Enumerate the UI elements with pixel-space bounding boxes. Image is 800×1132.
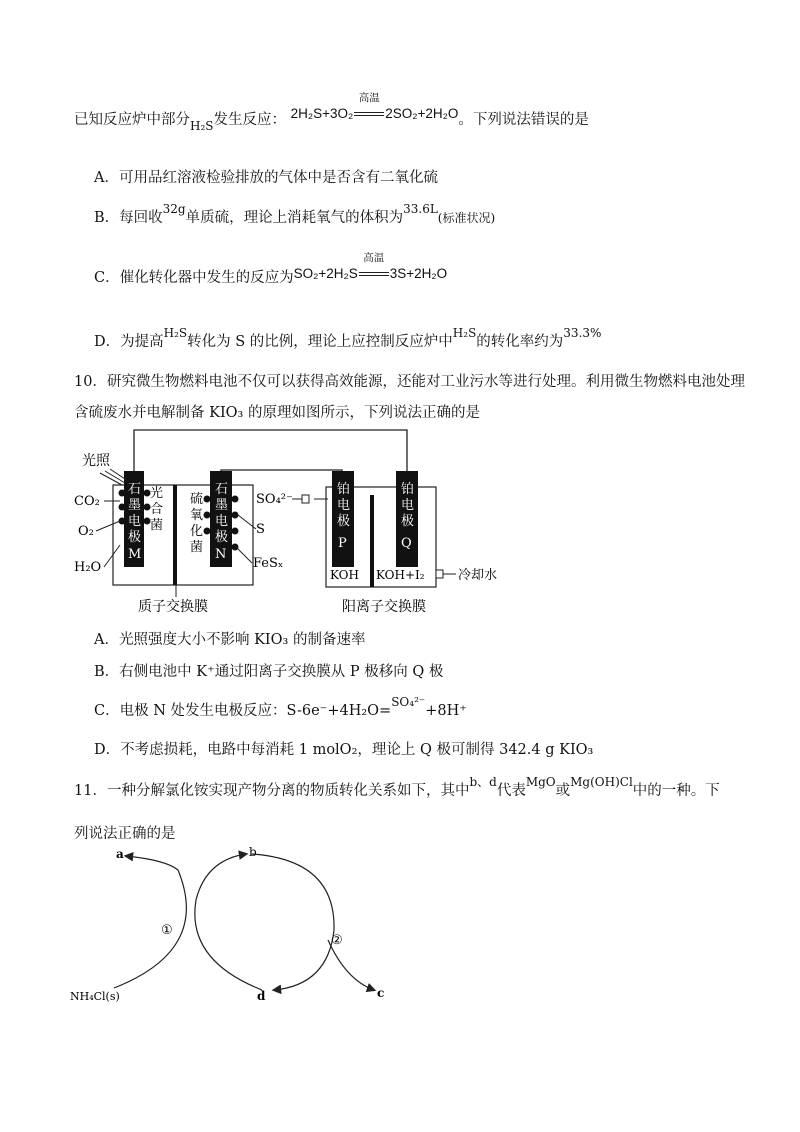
outer-wire — [134, 430, 407, 471]
q11-mid: 代表 — [496, 783, 526, 799]
q11-stem-pre: 11．一种分解氯化铵实现产物分离的物质转化关系如下，其中 — [74, 783, 470, 799]
bacteria1-label: 光 — [150, 486, 164, 501]
svg-text:菌: 菌 — [190, 540, 204, 555]
arc-to-d — [252, 854, 334, 990]
q10-option-c-pre: C．电极 N 处发生电极反应：S-6e⁻+4H₂O= — [94, 703, 392, 719]
svg-text:M: M — [128, 547, 142, 562]
svg-text:Q: Q — [401, 536, 412, 551]
q10-option-c — [94, 695, 467, 720]
q9-option-c-right: 3S+2H₂O — [389, 266, 448, 281]
label-d: d — [257, 989, 266, 1003]
svg-text:N: N — [215, 547, 227, 562]
q11-stem-post: 中的一种。下 — [632, 783, 720, 799]
q9-option-d — [94, 326, 602, 351]
q10-cell-diagram — [70, 425, 498, 620]
svg-text:电: 电 — [215, 514, 229, 529]
q9-equation-right: 2SO₂+2H₂O — [385, 106, 459, 121]
svg-text:极: 极 — [401, 514, 415, 529]
step-2: ② — [331, 933, 343, 948]
nh4cl-label: NH₄Cl(s) — [70, 990, 120, 1003]
arc-to-a — [114, 856, 186, 988]
q9-condition-label: 高温 — [358, 92, 380, 104]
light-arrows — [100, 469, 128, 485]
electrode-n-label: 石 — [215, 482, 229, 497]
bacteria2-label: 硫 — [190, 492, 204, 507]
anion-membrane-bar — [370, 495, 374, 587]
q10-option-a: A．光照强度大小不影响 KIO₃ 的制备速率 — [94, 632, 366, 648]
so4-label: SO₄²⁻ — [256, 492, 293, 507]
q9-option-b-mid: 单质硫，理论上消耗氧气的体积为 — [185, 210, 404, 226]
svg-text:极: 极 — [337, 514, 351, 529]
q9-equation-left: 2H₂S+3O₂ — [290, 106, 354, 121]
q9-option-b-post: (标准状况) — [437, 211, 496, 225]
q10-stem-line2: 含硫废水并电解制备 KIO₃ 的原理如图所示，下列说法正确的是 — [74, 405, 480, 421]
svg-text:极: 极 — [128, 530, 142, 545]
q9-intro2: 发生反应： — [213, 112, 286, 128]
svg-text:墨: 墨 — [128, 498, 142, 513]
electrode-p-label: 铂 — [337, 482, 351, 497]
svg-text:极: 极 — [215, 530, 229, 545]
svg-text:电: 电 — [401, 498, 415, 513]
koh-i2-label: KOH+I₂ — [376, 568, 425, 582]
electrode-q-label: 铂 — [401, 482, 415, 497]
anion-membrane-label: 阳离子交换膜 — [342, 599, 426, 615]
q9-condition — [354, 92, 384, 123]
q10-stem-line1: 10．研究微生物燃料电池不仅可以获得高效能源，还能对工业污水等进行处理。利用微生物燃料电池处理 — [74, 374, 745, 390]
q11-stem-line1 — [74, 775, 720, 800]
q9-intro-line — [74, 92, 589, 133]
svg-text:合: 合 — [150, 502, 164, 517]
q9-option-b-volume: 33.6L — [403, 202, 438, 216]
q11-mgo: MgO — [525, 775, 556, 789]
q9-option-d-h2s: H₂S — [163, 326, 188, 340]
svg-text:墨: 墨 — [215, 498, 229, 513]
o2-label: O₂ — [78, 524, 94, 539]
q11-mgohcl: Mg(OH)Cl — [570, 775, 633, 789]
s-label: S — [256, 522, 265, 537]
svg-text:菌: 菌 — [150, 518, 164, 533]
q11-cycle-diagram — [66, 840, 406, 1010]
q9-option-c — [94, 252, 448, 287]
q9-tail: 。下列说法错误的是 — [458, 112, 589, 128]
svg-text:氧: 氧 — [190, 508, 204, 523]
svg-text:电: 电 — [128, 514, 142, 529]
q9-option-c-condition — [359, 252, 389, 283]
q11-stem-line2: 列说法正确的是 — [74, 826, 176, 842]
label-b: b — [249, 845, 257, 859]
q9-option-c-left: SO₂+2H₂S — [293, 266, 358, 281]
co2-label: CO₂ — [74, 494, 100, 509]
q10-option-c-post: +8H⁺ — [425, 703, 467, 719]
q9-h2s: H₂S — [190, 119, 214, 133]
q9-option-d-mid2: 的转化率约为 — [476, 334, 564, 350]
electrode-m-label: 石 — [128, 482, 142, 497]
q9-option-d-mid: 转化为 S 的比例，理论上应控制反应炉中 — [187, 334, 453, 350]
q9-option-d-h2s-2: H₂S — [452, 326, 477, 340]
q11-bd: b、d — [469, 775, 497, 789]
q9-option-c-condition-label: 高温 — [363, 252, 385, 264]
q9-option-b-mass: 32g — [162, 202, 186, 216]
koh-label: KOH — [330, 568, 359, 582]
svg-text:P: P — [338, 536, 347, 551]
q9-option-a: A．可用品红溶液检验排放的气体中是否含有二氧化硫 — [94, 170, 438, 186]
proton-membrane-bar — [173, 485, 177, 585]
label-a: a — [116, 847, 124, 861]
label-c: c — [377, 986, 385, 1000]
q9-option-d-value: 33.3% — [563, 326, 602, 340]
proton-membrane-label: 质子交换膜 — [138, 599, 208, 615]
svg-text:电: 电 — [337, 498, 351, 513]
q9-option-d-pre: D．为提高 — [94, 334, 164, 350]
arc-to-b — [195, 854, 262, 990]
step-1: ① — [161, 923, 173, 938]
cooling-label: 冷却水 — [458, 568, 498, 583]
q11-or: 或 — [555, 783, 571, 799]
q9-option-b-pre: B．每回收 — [94, 210, 163, 226]
q10-option-d: D．不考虑损耗，电路中每消耗 1 molO₂，理论上 Q 极可制得 342.4 g KIO₃ — [94, 742, 594, 758]
light-label: 光照 — [82, 453, 110, 469]
svg-text:化: 化 — [190, 524, 204, 539]
q10-option-b: B．右侧电池中 K⁺通过阳离子交换膜从 P 极移向 Q 极 — [94, 664, 444, 680]
fesx-label: FeSₓ — [253, 556, 284, 571]
q9-intro-text: 已知反应炉中部分 — [74, 112, 190, 128]
h2o-label: H₂O — [74, 560, 102, 575]
q9-option-b — [94, 202, 496, 227]
q9-option-c-pre: C．催化转化器中发生的反应为 — [94, 270, 294, 286]
q10-option-c-ion: SO₄²⁻ — [391, 695, 426, 709]
inner-wire — [221, 470, 342, 483]
